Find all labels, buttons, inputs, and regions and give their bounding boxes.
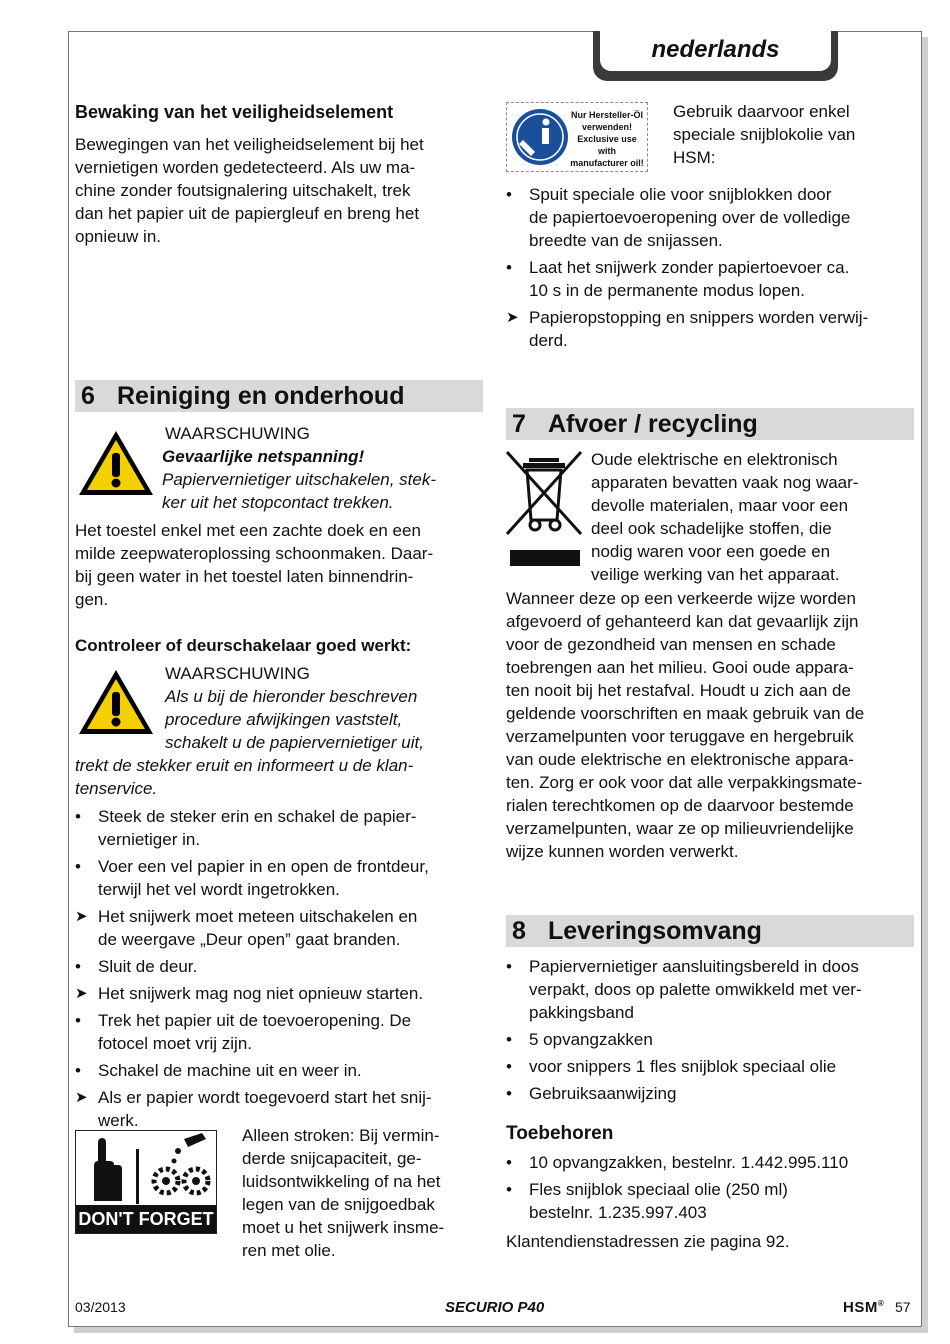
- text-line: nodig waren voor een goede en: [591, 542, 831, 561]
- footer-brand: HSM: [843, 1299, 878, 1316]
- text-line: deel ook schadelijke stoffen, die: [591, 519, 832, 538]
- warning-2-continued: [75, 754, 485, 800]
- text-line: chine zonder foutsignalering uitschakelt, trek: [75, 181, 411, 200]
- text-line: opnieuw in.: [75, 227, 162, 246]
- text-line: manufacturer oil!: [570, 158, 644, 168]
- list-item: [506, 256, 916, 302]
- list-item-line: breedte van de snijassen.: [529, 231, 723, 250]
- list-item-line: de weergave „Deur open” gaat branden.: [98, 930, 401, 949]
- list-item-line: Als er papier wordt toegevoerd start het snij-: [98, 1088, 432, 1107]
- list-item-line: de papiertoevoeropening over de volledige: [529, 208, 851, 227]
- text-line: rialen terechtkomen op de daarvoor bestemde: [506, 796, 854, 815]
- warning-1-text: [162, 468, 482, 514]
- accessories-heading: Toebehoren: [506, 1123, 614, 1144]
- list-item-line: Laat het snijwerk zonder papiertoevoer ca.: [529, 258, 850, 277]
- bullet-list: [75, 805, 485, 1132]
- list-item-line: terwijl het vel wordt ingetrokken.: [98, 880, 340, 899]
- sticker-text: [569, 109, 645, 169]
- text-line: legen van de snijgoedbak: [242, 1195, 435, 1214]
- text-line: moet u het snijwerk insme-: [242, 1218, 445, 1237]
- text-line: verwenden!: [581, 122, 632, 132]
- list-item-line: pakkingsband: [529, 1003, 634, 1022]
- text-line: geldende voorschriften en maak gebruik van de: [506, 704, 865, 723]
- list-item: [75, 955, 485, 978]
- text-line: trekt de stekker eruit en informeert u de klan-: [75, 756, 414, 775]
- text-line: vernietigen worden gedetecteerd. Als uw ma-: [75, 158, 416, 177]
- text-line: verzamelpunten voor teruggave en hergebruik: [506, 727, 854, 746]
- list-item: [506, 1055, 916, 1078]
- section-6-title: Reiniging en onderhoud: [117, 382, 405, 410]
- language-label: nederlands: [600, 31, 831, 71]
- text-line: Het toestel enkel met een zachte doek en een: [75, 521, 421, 540]
- warning-triangle-icon: [76, 428, 156, 498]
- bullet-icon: •: [506, 185, 512, 204]
- list-item-line: 5 opvangzakken: [529, 1030, 653, 1049]
- bullet-icon: •: [506, 1180, 512, 1199]
- text-line: Exclusive use with: [577, 134, 637, 156]
- list-item-line: vernietiger in.: [98, 830, 201, 849]
- text-line: Wanneer deze op een verkeerde wijze worden: [506, 589, 856, 608]
- text-line: schakelt u de papiervernietiger uit,: [165, 733, 424, 752]
- section-6-header: [75, 380, 483, 412]
- text-line: veilige werking van het apparaat.: [591, 565, 840, 584]
- bullet-icon: •: [506, 957, 512, 976]
- list-item: [506, 1082, 916, 1105]
- dont-forget-icon: [75, 1130, 217, 1234]
- bullet-icon: •: [75, 1011, 81, 1030]
- text-line: ten nooit bij het restafval. Houdt u zich aan de: [506, 681, 851, 700]
- text-line: speciale snijblokolie van: [673, 125, 856, 144]
- text-line: bij geen water in het toestel laten binnendrin-: [75, 567, 414, 586]
- text-line: procedure afwijkingen vaststelt,: [165, 710, 403, 729]
- list-item: [75, 905, 485, 951]
- warning-1-label: WAARSCHUWING: [165, 424, 310, 443]
- text-line: Alleen stroken: Bij vermin-: [242, 1126, 440, 1145]
- text-line: milde zeepwateroplossing schoonmaken. Daar-: [75, 544, 434, 563]
- door-heading: Controleer of deurschakelaar goed werkt:: [75, 636, 412, 655]
- text-line: van oude elektrische en elektronische appara-: [506, 750, 854, 769]
- arrow-result-icon: ➤: [75, 985, 88, 1002]
- bullet-icon: •: [75, 957, 81, 976]
- bullet-list: [506, 955, 916, 1105]
- bullet-list: [506, 1151, 916, 1224]
- door-steps: [75, 805, 485, 1136]
- list-item: [75, 1059, 485, 1082]
- bullet-icon: •: [506, 1153, 512, 1172]
- text-line: Oude elektrische en elektronisch: [591, 450, 838, 469]
- list-item-line: bestelnr. 1.235.997.403: [529, 1203, 707, 1222]
- section-7-number: 7: [512, 410, 526, 438]
- text-line: afgevoerd of gehanteerd kan dat gevaarlijk zijn: [506, 612, 859, 631]
- warning-triangle-icon-2: [76, 667, 156, 737]
- text-line: dan het papier uit de papiergleuf en breng het: [75, 204, 420, 223]
- list-item-line: Schakel de machine uit en weer in.: [98, 1061, 362, 1080]
- warning-1: [162, 422, 482, 514]
- list-item-line: Spuit speciale olie voor snijblokken door: [529, 185, 832, 204]
- bullet-icon: •: [75, 1061, 81, 1080]
- list-item-line: Gebruiksaanwijzing: [529, 1084, 677, 1103]
- dont-forget-text: [242, 1124, 482, 1262]
- list-item-line: Papieropstopping en snippers worden verwij-: [529, 308, 869, 327]
- bullet-icon: •: [75, 807, 81, 826]
- list-item: [506, 955, 916, 1024]
- text-line: luidsontwikkeling of na het: [242, 1172, 441, 1191]
- text-line: Papiervernietiger uitschakelen, stek-: [162, 470, 437, 489]
- bullet-icon: •: [506, 1084, 512, 1103]
- text-line: apparaten bevatten vaak nog waar-: [591, 473, 859, 492]
- cleaning-text: [75, 519, 485, 611]
- list-item-line: Fles snijblok speciaal olie (250 ml): [529, 1180, 788, 1199]
- section-8-title: Leveringsomvang: [548, 917, 762, 945]
- text-line: Nur Hersteller-Öl: [570, 110, 644, 120]
- monitor-text: [75, 133, 485, 248]
- delivery-items: [506, 955, 916, 1109]
- arrow-result-icon: ➤: [75, 908, 88, 925]
- list-item-line: verpakt, doos op palette omwikkeld met ver-: [529, 980, 862, 999]
- list-item: [506, 183, 916, 252]
- text-line: voor de gezondheid van mensen en schade: [506, 635, 836, 654]
- text-line: gen.: [75, 590, 109, 609]
- text-line: wijze kunnen worden verwerkt.: [506, 842, 739, 861]
- list-item: [75, 805, 485, 851]
- list-item-line: Trek het papier uit de toevoeropening. De: [98, 1011, 412, 1030]
- list-item-line: Sluit de deur.: [98, 957, 198, 976]
- list-item: [75, 855, 485, 901]
- list-item: [75, 982, 485, 1005]
- text-line: HSM:: [673, 148, 716, 167]
- text-line: derde snijcapaciteit, ge-: [242, 1149, 422, 1168]
- list-item: [75, 1009, 485, 1055]
- footer-model: SECURIO P40: [445, 1299, 545, 1316]
- text-line: toebrengen aan het milieu. Gooi oude appara-: [506, 658, 854, 677]
- list-item-line: fotocel moet vrij zijn.: [98, 1034, 252, 1053]
- oil-sticker: [506, 102, 648, 172]
- arrow-result-icon: ➤: [506, 309, 519, 326]
- text-line: ten. Zorg er ook voor dat alle verpakkingsmate-: [506, 773, 863, 792]
- list-item-line: Het snijwerk mag nog niet opnieuw starten.: [98, 984, 424, 1003]
- oil-intro: [673, 100, 913, 169]
- monitor-block: [75, 100, 485, 248]
- list-item-line: voor snippers 1 fles snijblok speciaal olie: [529, 1057, 837, 1076]
- list-item: [506, 306, 916, 352]
- recycling-text: [506, 587, 916, 863]
- list-item-line: 10 opvangzakken, bestelnr. 1.442.995.110: [529, 1153, 849, 1172]
- list-item-line: 10 s in de permanente modus lopen.: [529, 281, 805, 300]
- footer-date: 03/2013: [75, 1299, 126, 1315]
- monitor-heading: Bewaking van het veiligheidselement: [75, 102, 394, 122]
- recycling-intro: [591, 448, 911, 586]
- warning-2: [165, 662, 485, 754]
- list-item-line: werk.: [98, 1111, 139, 1130]
- list-item: [506, 1151, 916, 1174]
- warning-2-text: [165, 685, 485, 754]
- warning-2-label: WAARSCHUWING: [165, 664, 310, 683]
- list-item: [506, 1028, 916, 1051]
- footer-brand-logo: [843, 1299, 884, 1316]
- list-item-line: Voer een vel papier in en open de frontdeur,: [98, 857, 429, 876]
- section-6-number: 6: [81, 382, 95, 410]
- bullet-icon: •: [506, 1057, 512, 1076]
- text-line: ker uit het stopcontact trekken.: [162, 493, 394, 512]
- bullet-icon: •: [506, 1030, 512, 1049]
- list-item-line: Papiervernietiger aansluitingsbereld in doos: [529, 957, 859, 976]
- list-item: [506, 1178, 916, 1224]
- section-8-header: [506, 915, 914, 947]
- section-8-number: 8: [512, 917, 526, 945]
- list-item-line: Steek de steker erin en schakel de papier-: [98, 807, 417, 826]
- weee-bin-icon: [503, 448, 585, 570]
- arrow-result-icon: ➤: [75, 1089, 88, 1106]
- text-line: tenservice.: [75, 779, 158, 798]
- text-line: verzamelpunten, waar ze op milieuvriendelijke: [506, 819, 854, 838]
- bullet-icon: •: [75, 857, 81, 876]
- text-line: Gebruik daarvoor enkel: [673, 102, 850, 121]
- bullet-list: [506, 183, 916, 352]
- text-line: ren met olie.: [242, 1241, 336, 1260]
- section-7-header: [506, 408, 914, 440]
- dont-forget-label: DON'T FORGET: [78, 1209, 214, 1229]
- text-line: devolle materialen, maar voor een: [591, 496, 849, 515]
- service-note: Klantendienstadressen zie pagina 92.: [506, 1232, 790, 1251]
- text-line: Bewegingen van het veiligheidselement bij het: [75, 135, 424, 154]
- footer-page-number: 57: [895, 1299, 911, 1315]
- text-line: Als u bij de hieronder beschreven: [165, 687, 418, 706]
- sticker-brand: HSM: [518, 140, 535, 157]
- oil-steps: [506, 183, 916, 356]
- warning-1-bold: Gevaarlijke netspanning!: [162, 447, 365, 466]
- list-item-line: derd.: [529, 331, 568, 350]
- bullet-icon: •: [506, 258, 512, 277]
- list-item-line: Het snijwerk moet meteen uitschakelen en: [98, 907, 418, 926]
- footer-brand-mark: ®: [877, 1299, 885, 1308]
- section-7-title: Afvoer / recycling: [548, 410, 758, 438]
- accessories-list: [506, 1151, 916, 1228]
